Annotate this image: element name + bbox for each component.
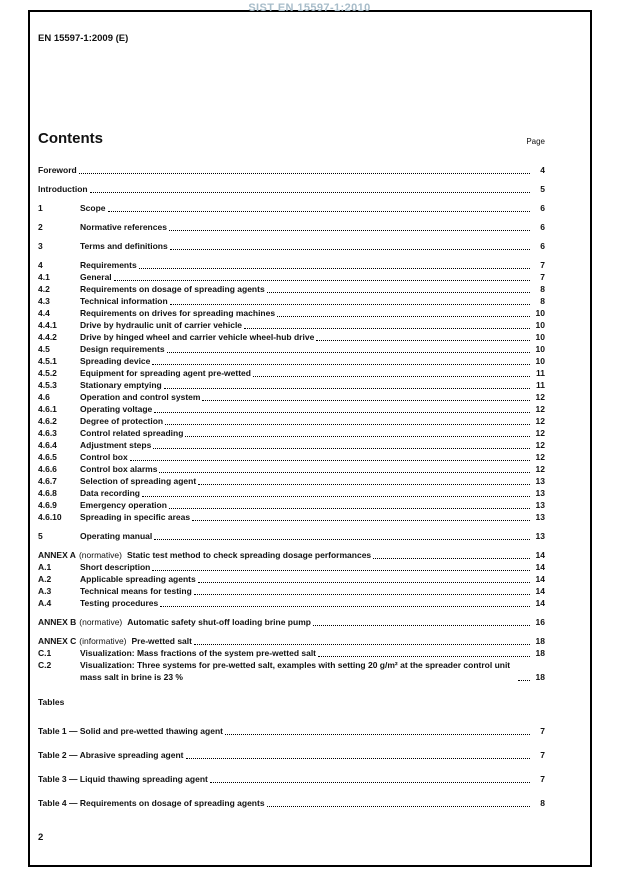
toc-leader-dots <box>318 656 530 657</box>
toc-entry <box>38 367 545 379</box>
toc-entry-page: 10 <box>535 320 545 330</box>
toc-leader-dots <box>154 539 530 540</box>
toc-entry <box>38 549 545 561</box>
toc-entry-label: Operation and control system <box>80 392 201 402</box>
toc-leader-dots <box>153 448 530 449</box>
toc-entry-label: Adjustment steps <box>80 440 152 450</box>
toc-entry-label: Technical information <box>80 296 168 306</box>
toc-entry-label: Requirements on drives for spreading machines <box>80 308 276 318</box>
toc-entry-number: 4.4 <box>38 308 50 318</box>
toc-entry-page: 12 <box>535 428 545 438</box>
toc-entry-page: 13 <box>535 531 545 541</box>
toc-leader-dots <box>313 625 530 626</box>
toc-leader-dots <box>185 436 530 437</box>
toc-entry-label: General <box>80 272 112 282</box>
toc-entry-number: 4.5.2 <box>38 368 57 378</box>
toc-leader-dots <box>225 734 530 735</box>
toc-entry-label: Introduction <box>38 184 88 194</box>
toc-leader-dots <box>253 376 530 377</box>
toc-entry-label: Emergency operation <box>80 500 167 510</box>
toc-entry <box>38 271 545 283</box>
toc-entry-label <box>38 635 192 647</box>
toc-entry <box>38 749 545 761</box>
contents-header <box>38 130 545 147</box>
toc-leader-dots <box>159 472 530 473</box>
toc-entry-page: 8 <box>540 284 545 294</box>
toc-entry-label: Operating voltage <box>80 404 153 414</box>
toc-entry <box>38 319 545 331</box>
toc-entry-label: Table 2 — Abrasive spreading agent <box>38 750 184 760</box>
toc-entry-label: Terms and definitions <box>80 241 168 251</box>
toc-entry-page: 14 <box>535 598 545 608</box>
toc-entry-page: 14 <box>535 550 545 560</box>
toc-entry-number: 4.1 <box>38 272 50 282</box>
toc-leader-dots <box>167 352 530 353</box>
toc-entry <box>38 415 545 427</box>
toc-entry-label: Testing procedures <box>80 598 159 608</box>
toc-entry <box>38 355 545 367</box>
toc-entry-number: 3 <box>38 241 43 251</box>
toc-leader-dots <box>139 268 530 269</box>
toc-entry-label: Spreading device <box>80 356 151 366</box>
toc-entry-label: Stationary emptying <box>80 380 162 390</box>
toc-entry-page: 18 <box>535 648 545 658</box>
toc-entry <box>38 725 545 737</box>
toc-entry <box>38 295 545 307</box>
toc-leader-dots <box>160 606 530 607</box>
toc-entry-number: 4.6.7 <box>38 476 57 486</box>
toc-entry-page: 6 <box>540 203 545 213</box>
toc-entry <box>38 183 545 195</box>
toc-entry-number: 4.4.2 <box>38 332 57 342</box>
toc-entry <box>38 451 545 463</box>
toc-entry-number: 4.2 <box>38 284 50 294</box>
toc-entry-label <box>38 549 371 561</box>
toc-entry-page: 7 <box>540 774 545 784</box>
toc-entry-label: Requirements <box>80 260 137 270</box>
toc-entry-number: 1 <box>38 203 43 213</box>
toc-entry-label: Applicable spreading agents <box>80 574 196 584</box>
toc-entry-label: Scope <box>80 203 106 213</box>
tables-list <box>38 725 545 809</box>
toc-leader-dots <box>210 782 530 783</box>
toc-leader-dots <box>518 680 530 681</box>
toc-entry-page: 4 <box>540 165 545 175</box>
toc-entry <box>38 331 545 343</box>
toc-entry <box>38 403 545 415</box>
page-content <box>30 12 590 865</box>
toc-entry-page: 18 <box>535 636 545 646</box>
toc-leader-dots <box>169 230 530 231</box>
toc-entry <box>38 561 545 573</box>
toc-entry-page: 14 <box>535 586 545 596</box>
toc-entry-label: Short description <box>80 562 151 572</box>
toc-annex-type: (informative) <box>79 636 127 646</box>
toc-entry-page: 6 <box>540 222 545 232</box>
toc-leader-dots <box>169 508 530 509</box>
toc-annex-id: ANNEX A <box>38 550 76 560</box>
toc-entry-label: Visualization: Mass fractions of the system pre-wetted salt <box>80 648 317 658</box>
toc-entry-label: Drive by hydraulic unit of carrier vehicle <box>80 320 243 330</box>
toc-entry-number: A.4 <box>38 598 52 608</box>
toc-entry-page: 12 <box>535 416 545 426</box>
toc-leader-dots <box>267 292 530 293</box>
toc-leader-dots <box>164 388 530 389</box>
toc-entry <box>38 530 545 542</box>
toc-entry <box>38 391 545 403</box>
toc-entry-page: 8 <box>540 296 545 306</box>
toc-entry-page: 7 <box>540 726 545 736</box>
toc-annex-type: (normative) <box>79 617 123 627</box>
toc-entry-number: 4.6.10 <box>38 512 62 522</box>
toc-entry <box>38 635 545 647</box>
toc-leader-dots <box>170 304 530 305</box>
toc-entry-page: 12 <box>535 392 545 402</box>
toc-leader-dots <box>154 412 530 413</box>
page-number: 2 <box>38 832 44 843</box>
toc-entry <box>38 259 545 271</box>
toc-entry-label <box>38 616 311 628</box>
toc-entry-number: 4.5.3 <box>38 380 57 390</box>
toc-entry <box>38 659 545 683</box>
toc-leader-dots <box>316 340 530 341</box>
page-column-label: Page <box>526 137 545 146</box>
toc-entry <box>38 164 545 176</box>
toc-entry-page: 6 <box>540 241 545 251</box>
toc-entry-number: 4.6.9 <box>38 500 57 510</box>
toc-entry-label: Degree of protection <box>80 416 164 426</box>
toc-leader-dots <box>152 570 530 571</box>
toc-leader-dots <box>142 496 530 497</box>
toc-entry-page: 12 <box>535 452 545 462</box>
toc-entry-page: 13 <box>535 512 545 522</box>
page-border <box>28 10 592 867</box>
toc-leader-dots <box>170 249 530 250</box>
toc-entry-label: Design requirements <box>80 344 165 354</box>
toc-entry-page: 16 <box>535 617 545 627</box>
toc-entry <box>38 240 545 252</box>
toc-leader-dots <box>114 280 530 281</box>
toc-entry-page: 11 <box>536 368 545 378</box>
toc-entry-label: Selection of spreading agent <box>80 476 197 486</box>
toc-entry-page: 13 <box>535 476 545 486</box>
toc-annex-id: ANNEX B <box>38 617 77 627</box>
toc-entry-number: 4.6.3 <box>38 428 57 438</box>
watermark: SIST EN 15597-1:2010 <box>248 2 371 14</box>
document-reference: EN 15597-1:2009 (E) <box>38 33 129 44</box>
toc-entry-label: Normative references <box>80 222 167 232</box>
toc-entry <box>38 647 545 659</box>
toc-entry-label: Foreword <box>38 165 77 175</box>
toc-list <box>38 164 545 683</box>
toc-entry <box>38 343 545 355</box>
toc-entry-number: A.2 <box>38 574 52 584</box>
toc-entry <box>38 475 545 487</box>
toc-entry-number: A.1 <box>38 562 52 572</box>
toc-entry-label: Spreading in specific areas <box>80 512 191 522</box>
toc-annex-type: (normative) <box>78 550 122 560</box>
toc-annex-title: Static test method to check spreading dosage performances <box>126 550 372 560</box>
toc-entry-number: 4.5.1 <box>38 356 57 366</box>
toc-entry <box>38 427 545 439</box>
toc-entry <box>38 487 545 499</box>
toc-entry <box>38 463 545 475</box>
toc-leader-dots <box>202 400 530 401</box>
toc-entry-page: 18 <box>535 672 545 682</box>
toc-entry-page: 10 <box>535 356 545 366</box>
toc-leader-dots <box>186 758 531 759</box>
toc-leader-dots <box>244 328 530 329</box>
toc-entry-page: 10 <box>535 344 545 354</box>
toc-entry-number: 2 <box>38 222 43 232</box>
toc-entry-label: Table 3 — Liquid thawing spreading agent <box>38 774 208 784</box>
toc-entry-page: 7 <box>540 260 545 270</box>
toc-entry-page: 14 <box>535 574 545 584</box>
toc-entry-number: 4.6.8 <box>38 488 57 498</box>
toc-leader-dots <box>79 173 530 174</box>
toc-entry-label: Data recording <box>80 488 140 498</box>
toc-entry-page: 12 <box>535 404 545 414</box>
toc-entry-number: C.2 <box>38 660 52 670</box>
toc-leader-dots <box>198 484 530 485</box>
toc-entry-label: Drive by hinged wheel and carrier vehicle wheel-hub drive <box>80 332 315 342</box>
toc-entry-number: A.3 <box>38 586 52 596</box>
toc-entry-label: Control box <box>80 452 128 462</box>
toc-entry-number: C.1 <box>38 648 52 658</box>
toc-entry-page: 7 <box>540 272 545 282</box>
toc-leader-dots <box>194 594 530 595</box>
toc-entry <box>38 307 545 319</box>
toc-entry-number: 4.6.1 <box>38 404 57 414</box>
toc-entry-page: 12 <box>535 464 545 474</box>
toc-entry-number: 4 <box>38 260 43 270</box>
toc-entry-number: 4.6 <box>38 392 50 402</box>
toc-entry-label: Table 1 — Solid and pre-wetted thawing agent <box>38 726 223 736</box>
tables-section-title: Tables <box>38 697 65 707</box>
toc-entry-page: 13 <box>535 488 545 498</box>
toc-entry <box>38 499 545 511</box>
toc-leader-dots <box>165 424 530 425</box>
toc-entry-number: 4.6.2 <box>38 416 57 426</box>
toc-entry <box>38 616 545 628</box>
toc-entry <box>38 221 545 233</box>
toc-entry-number: 4.4.1 <box>38 320 57 330</box>
toc-entry-number: 4.3 <box>38 296 50 306</box>
toc-entry-label: Requirements on dosage of spreading agents <box>80 284 265 294</box>
toc-annex-title: Pre-wetted salt <box>131 636 192 646</box>
toc-entry-page: 7 <box>540 750 545 760</box>
toc-entry-page: 13 <box>535 500 545 510</box>
toc-entry <box>38 202 545 214</box>
toc-entry-page: 10 <box>535 332 545 342</box>
toc-entry-page: 8 <box>540 798 545 808</box>
toc-entry-page: 12 <box>535 440 545 450</box>
toc-leader-dots <box>277 316 530 317</box>
toc-leader-dots <box>198 582 530 583</box>
toc-entry-label: Operating manual <box>80 531 153 541</box>
toc-entry-number: 4.6.6 <box>38 464 57 474</box>
toc-entry-page: 10 <box>535 308 545 318</box>
toc-annex-id: ANNEX C <box>38 636 77 646</box>
toc-leader-dots <box>130 460 530 461</box>
toc-entry-number: 5 <box>38 531 43 541</box>
toc-leader-dots <box>90 192 530 193</box>
toc-entry-number: 4.6.5 <box>38 452 57 462</box>
toc-leader-dots <box>373 558 530 559</box>
toc-entry-label: Control related spreading <box>80 428 184 438</box>
toc-entry <box>38 379 545 391</box>
toc-entry-number: 4.6.4 <box>38 440 57 450</box>
toc-entry <box>38 585 545 597</box>
toc-entry <box>38 439 545 451</box>
toc-leader-dots <box>192 520 530 521</box>
toc-leader-dots <box>108 211 530 212</box>
toc-entry-page: 5 <box>540 184 545 194</box>
toc-entry <box>38 797 545 809</box>
toc-entry-page: 14 <box>535 562 545 572</box>
toc-entry-label: Control box alarms <box>80 464 158 474</box>
toc-entry <box>38 283 545 295</box>
toc-annex-title: Automatic safety shut-off loading brine pump <box>127 617 311 627</box>
toc-entry-label: Table 4 — Requirements on dosage of spreading agents <box>38 798 265 808</box>
toc-leader-dots <box>267 806 530 807</box>
toc-entry <box>38 773 545 785</box>
toc-entry-page: 11 <box>536 380 545 390</box>
toc-entry <box>38 597 545 609</box>
toc-leader-dots <box>194 644 530 645</box>
toc-leader-dots <box>152 364 530 365</box>
toc-entry <box>38 573 545 585</box>
toc-entry <box>38 511 545 523</box>
toc-entry-label: Equipment for spreading agent pre-wetted <box>80 368 251 378</box>
contents-title: Contents <box>38 130 103 147</box>
toc-entry-label: Technical means for testing <box>80 586 192 596</box>
toc-entry-label: Visualization: Three systems for pre-wetted salt, examples with setting 20 g/m² at the spreader control unit mass salt in brine is 23 % <box>80 660 511 682</box>
toc-entry-number: 4.5 <box>38 344 50 354</box>
